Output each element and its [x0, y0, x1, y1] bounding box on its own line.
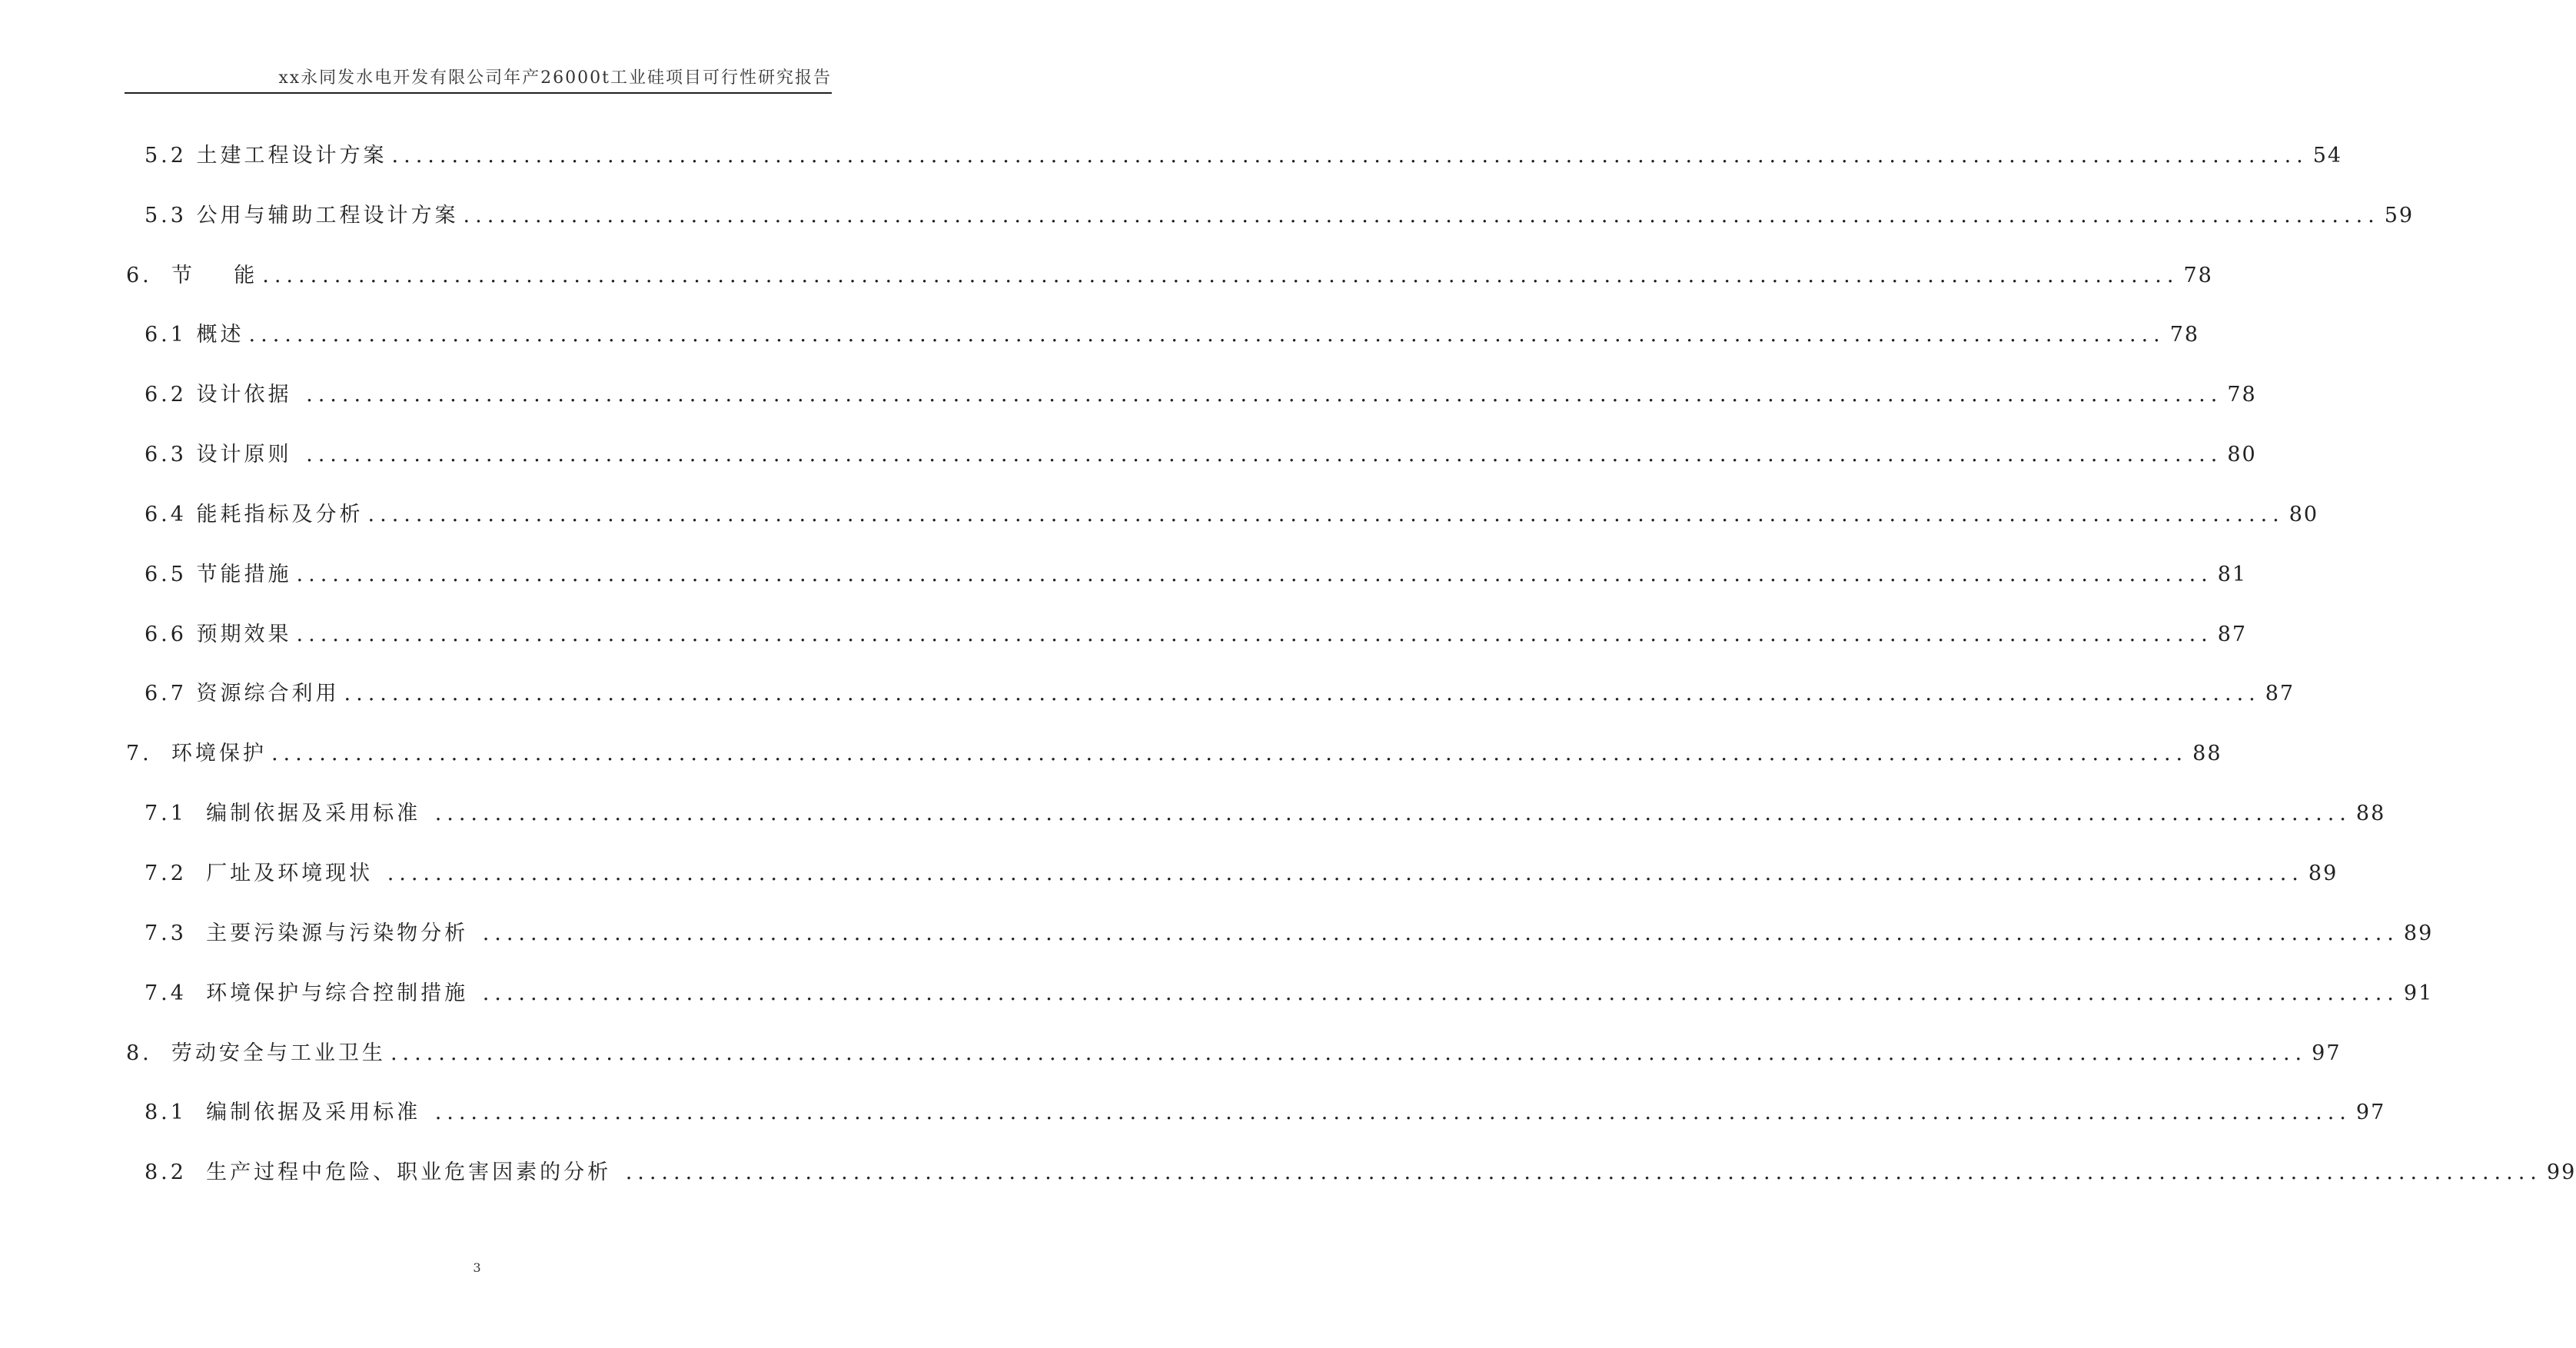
toc-entry[interactable]	[145, 317, 2200, 348]
toc-entry-title: 6.4 能耗指标及分析	[145, 503, 364, 526]
toc-entry-title: 7.1 编制依据及采用标准	[145, 802, 430, 825]
toc-entry-page: 97	[2312, 1041, 2342, 1065]
toc-entry-page: 89	[2403, 921, 2434, 945]
toc-entry-page: 87	[2217, 623, 2248, 646]
toc-entry-title: 6.5 节能措施	[145, 563, 292, 586]
toc-leader-dots: ................................................................................................................................................................	[434, 1101, 2352, 1124]
toc-entry-title: 6.1 概述	[145, 323, 244, 347]
toc-entry-page: 80	[2227, 443, 2257, 466]
toc-leader-dots: ................................................................................................................................................................	[248, 323, 2166, 347]
toc-entry-page: 91	[2403, 981, 2434, 1005]
toc-entry-page: 88	[2355, 802, 2386, 825]
toc-entry-page: 54	[2312, 144, 2343, 168]
toc-leader-dots: ................................................................................................................................................................	[296, 563, 2213, 586]
toc-entry-page: 81	[2217, 563, 2248, 586]
toc-entry-title: 6.7 资源综合利用	[145, 682, 340, 706]
page-number: 3	[473, 1260, 481, 1275]
toc-leader-dots: ................................................................................................................................................................	[306, 383, 2223, 407]
toc-leader-dots: ................................................................................................................................................................	[387, 862, 2304, 885]
running-header: xx永同发水电开发有限公司年产26000t工业硅项目可行性研究报告	[278, 68, 832, 88]
toc-entry-page: 89	[2308, 862, 2338, 885]
toc-leader-dots: ................................................................................................................................................................	[296, 623, 2213, 646]
toc-leader-dots: ................................................................................................................................................................	[434, 802, 2352, 825]
toc-leader-dots: ................................................................................................................................................................	[463, 204, 2380, 227]
toc-entry[interactable]	[145, 856, 2338, 887]
toc-entry-title: 8.1 编制依据及采用标准	[145, 1101, 430, 1124]
toc-leader-dots: ................................................................................................................................................................	[482, 981, 2399, 1005]
toc-entry[interactable]	[145, 676, 2295, 707]
header-rule	[125, 92, 832, 94]
toc-leader-dots: ................................................................................................................................................................	[390, 1041, 2308, 1065]
toc-entry-title: 7. 环境保护	[126, 742, 267, 765]
toc-entry[interactable]	[145, 796, 2386, 827]
toc-entry[interactable]	[145, 976, 2434, 1007]
toc-entry-title: 5.2 土建工程设计方案	[145, 144, 387, 168]
toc-entry-title: 7.2 厂址及环境现状	[145, 862, 383, 885]
toc-entry-page: 80	[2288, 503, 2319, 526]
toc-entry[interactable]	[126, 1036, 2342, 1067]
toc-entry-page: 78	[2169, 323, 2200, 347]
toc-entry[interactable]	[145, 557, 2248, 588]
toc-entry-title: 7.4 环境保护与综合控制措施	[145, 981, 478, 1005]
toc-entry-page: 97	[2355, 1101, 2386, 1124]
toc-entry-title: 6.2 设计依据	[145, 383, 302, 407]
toc-entry-page: 88	[2192, 742, 2222, 765]
toc-entry[interactable]	[145, 1155, 2576, 1186]
toc-entry[interactable]	[126, 258, 2213, 289]
toc-entry[interactable]	[126, 736, 2222, 767]
toc-leader-dots: ................................................................................................................................................................	[262, 264, 2179, 287]
toc-leader-dots: ................................................................................................................................................................	[391, 144, 2308, 168]
toc-entry[interactable]	[145, 198, 2415, 229]
toc-entry[interactable]	[145, 138, 2343, 169]
toc-entry-title: 7.3 主要污染源与污染物分析	[145, 921, 478, 945]
toc-entry-title: 8. 劳动安全与工业卫生	[126, 1041, 386, 1065]
toc-entry[interactable]	[145, 617, 2248, 648]
toc-entry-page: 87	[2265, 682, 2295, 706]
toc-entry-title: 5.3 公用与辅助工程设计方案	[145, 204, 459, 227]
toc-leader-dots: ................................................................................................................................................................	[271, 742, 2189, 765]
toc-entry-page: 99	[2546, 1160, 2576, 1184]
toc-entry-title: 6.6 预期效果	[145, 623, 292, 646]
toc-entry[interactable]	[145, 1095, 2386, 1126]
toc-leader-dots: ................................................................................................................................................................	[482, 921, 2399, 945]
toc-entry-page: 59	[2384, 204, 2415, 227]
toc-leader-dots: ................................................................................................................................................................	[367, 503, 2285, 526]
toc-entry[interactable]	[145, 497, 2319, 528]
toc-entry-title: 6.3 设计原则	[145, 443, 302, 466]
toc-entry[interactable]	[145, 377, 2257, 408]
toc-entry-title: 8.2 生产过程中危险、职业危害因素的分析	[145, 1160, 621, 1184]
toc-entry[interactable]	[145, 437, 2257, 468]
toc-entry-title: 6. 节 能	[126, 264, 258, 287]
toc-leader-dots: ................................................................................................................................................................	[344, 682, 2261, 706]
toc-entry-page: 78	[2227, 383, 2257, 407]
toc-leader-dots: ................................................................................................................................................................	[306, 443, 2223, 466]
toc-entry-page: 78	[2183, 264, 2213, 287]
toc-leader-dots: ................................................................................................................................................................	[625, 1160, 2542, 1184]
toc-entry[interactable]	[145, 916, 2434, 947]
